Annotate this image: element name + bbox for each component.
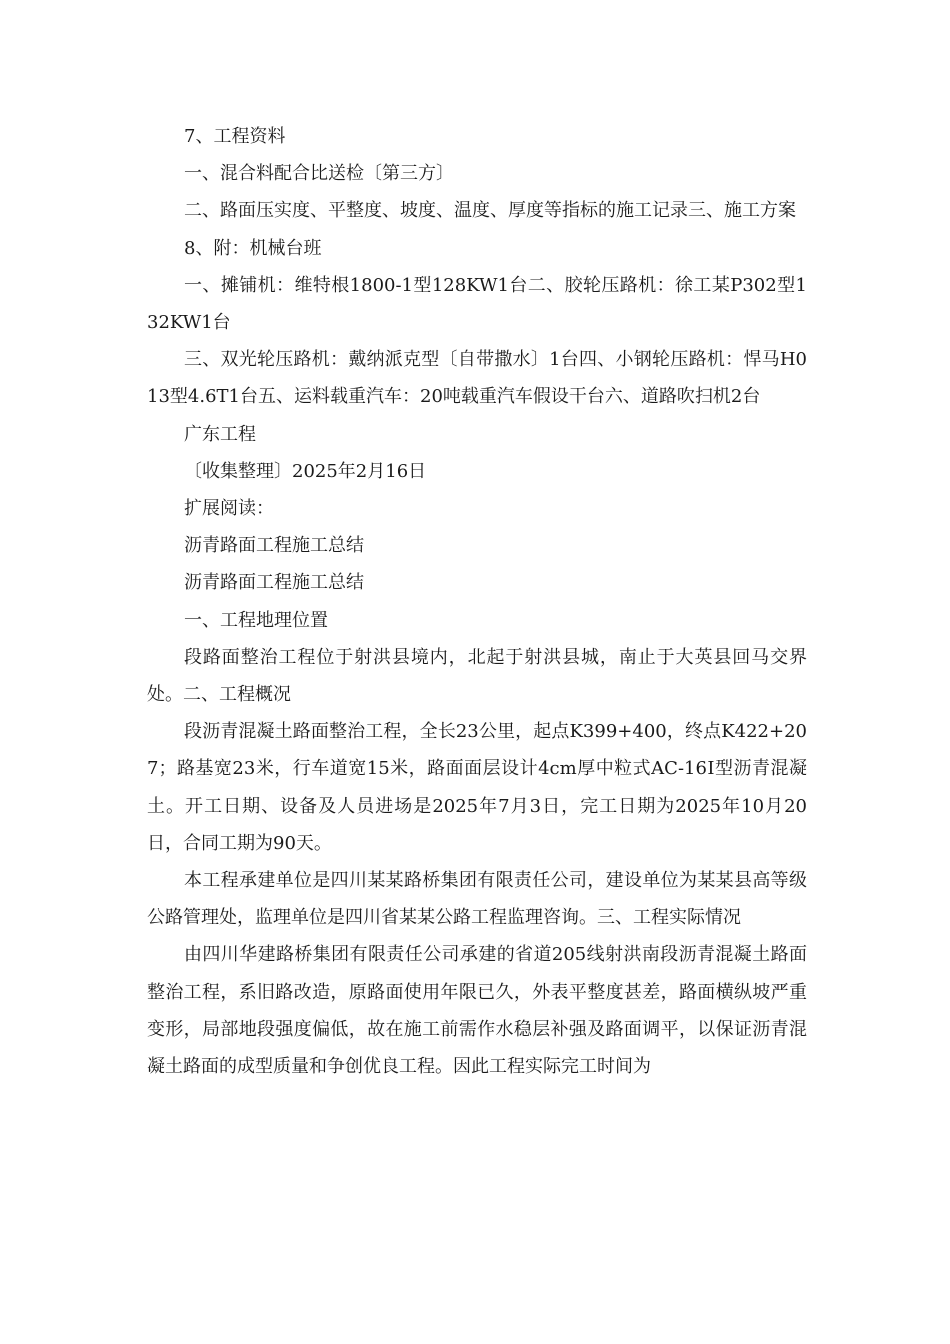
paragraph-mix-test: 一、混合料配合比送检〔第三方〕 bbox=[184, 163, 454, 185]
paragraph-extended-reading: 扩展阅读： bbox=[184, 498, 274, 520]
paragraph-contractor: 本工程承建单位是四川某某路桥集团有限责任公司，建设单位为某某县高等级公路管理处，监理单位是四川省某某公路工程监理咨询。三、工程实际情况 bbox=[147, 870, 807, 929]
paragraph-paver-roller: 一、摊铺机：维特根1800-1型128KW1台二、胶轮压路机：徐工某P302型132KW1台 bbox=[147, 274, 807, 334]
paragraph-title-1: 沥青路面工程施工总结 bbox=[184, 535, 364, 557]
paragraph-section-7: 7、工程资料 bbox=[184, 126, 286, 147]
paragraph-records: 二、路面压实度、平整度、坡度、温度、厚度等指标的施工记录三、施工方案 bbox=[184, 200, 796, 222]
paragraph-location-heading: 一、工程地理位置 bbox=[184, 609, 328, 631]
paragraph-machinery-list: 三、双光轮压路机：戴纳派克型〔自带撒水〕1台四、小钢轮压路机：悍马H013型4.6T1台五、运料载重汽车：20吨载重汽车假设干台六、道路吹扫机2台 bbox=[147, 349, 807, 408]
paragraph-company: 广东工程 bbox=[184, 423, 256, 445]
document-body bbox=[147, 118, 807, 1085]
paragraph-section-8: 8、附：机械台班 bbox=[184, 237, 322, 259]
paragraph-title-2: 沥青路面工程施工总结 bbox=[184, 572, 364, 594]
paragraph-overview: 段沥青混凝土路面整治工程，全长23公里，起点K399+400，终点K422+207；路基宽23米，行车道宽15米，路面面层设计4cm厚中粒式AC-16Ⅰ型沥青混凝土。开工日期、设备及人员进场是2025年7月3日，完工日期为2025年10月20日，合同工期为90天。 bbox=[147, 721, 807, 854]
paragraph-date: 〔收集整理〕2025年2月16日 bbox=[184, 460, 427, 482]
paragraph-actual-situation: 由四川华建路桥集团有限责任公司承建的省道205线射洪南段沥青混凝土路面整治工程，系旧路改造，原路面使用年限已久，外表平整度甚差，路面横纵坡严重变形，局部地段强度偏低，故在施工前需作水稳层补强及路面调平，以保证沥青混凝土路面的成型质量和争创优良工程。因此工程实际完工时间为 bbox=[147, 944, 807, 1078]
paragraph-location: 段路面整治工程位于射洪县境内，北起于射洪县城，南止于大英县回马交界处。二、工程概况 bbox=[147, 646, 807, 706]
